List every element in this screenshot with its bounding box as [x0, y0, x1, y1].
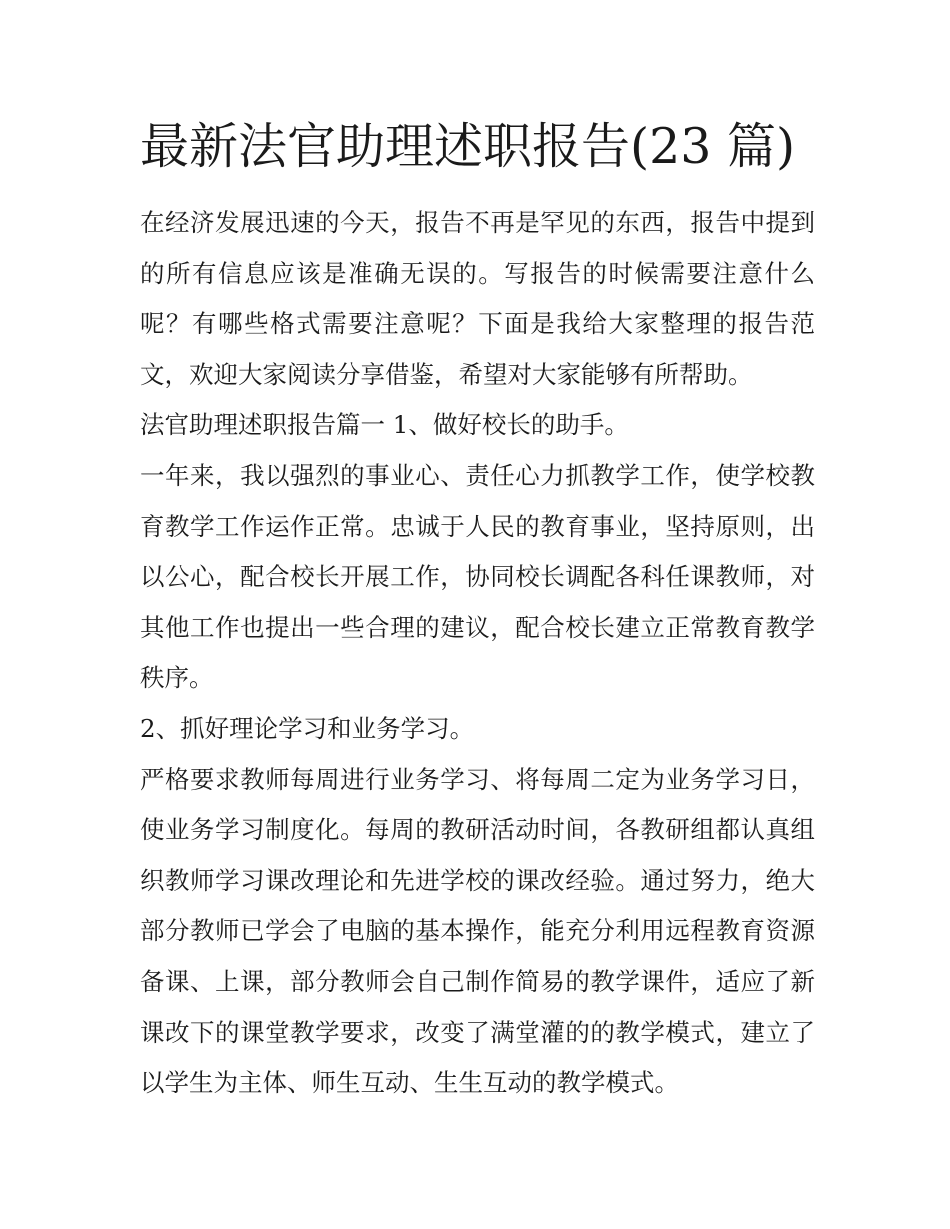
- document-page: [140, 112, 815, 1109]
- paragraph-section-2-body: 严格要求教师每周进行业务学习、将每周二定为业务学习日，使业务学习制度化。每周的教研活动时间，各教研组都认真组织教师学习课改理论和先进学校的课改经验。通过努力，绝大部分教师已学会了电脑的基本操作，能充分利用远程教育资源备课、上课，部分教师会自己制作简易的教学课件，适应了新课改下的课堂教学要求，改变了满堂灌的的教学模式，建立了以学生为主体、师生互动、生生互动的教学模式。: [140, 764, 815, 1098]
- paragraph-intro: 在经济发展迅速的今天，报告不再是罕见的东西，报告中提到的所有信息应该是准确无误的。写报告的时候需要注意什么呢？有哪些格式需要注意呢？下面是我给大家整理的报告范文，欢迎大家阅读分享借鉴，希望对大家能够有所帮助。: [140, 208, 815, 389]
- paragraph-section-1-heading: 法官助理述职报告篇一 1、做好校长的助手。: [140, 410, 629, 440]
- paragraph-section-1-body: 一年来，我以强烈的事业心、责任心力抓教学工作，使学校教育教学工作运作正常。忠诚于人民的教育事业，坚持原则，出以公心，配合校长开展工作，协同校长调配各科任课教师，对其他工作也提出一些合理的建议，配合校长建立正常教育教学秩序。: [140, 460, 815, 693]
- document-body: [140, 198, 815, 1109]
- document-title: 最新法官助理述职报告(23 篇): [140, 118, 796, 175]
- paragraph-section-2-heading: 2、抓好理论学习和业务学习。: [140, 713, 475, 743]
